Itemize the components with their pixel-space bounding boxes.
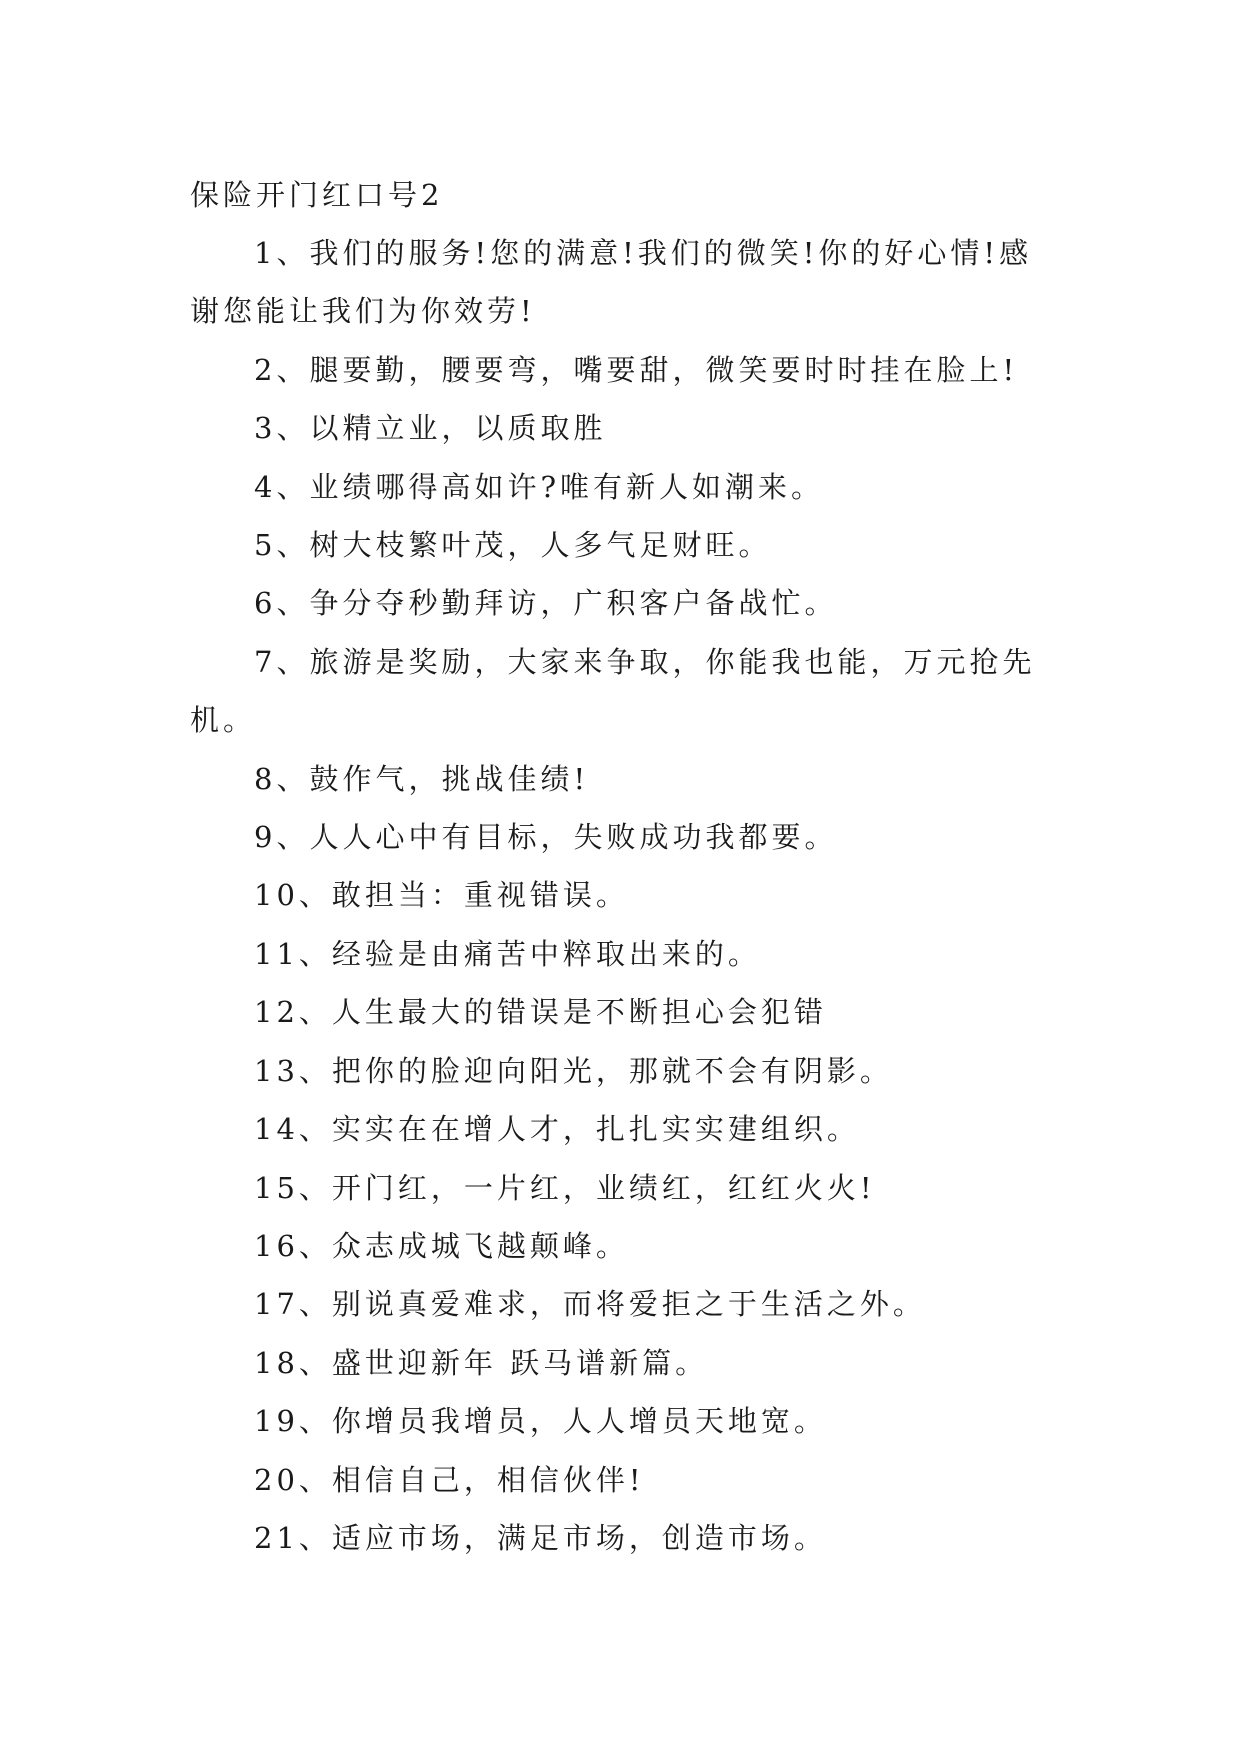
- slogan-item-14: 14、实实在在增人才，扎扎实实建组织。: [254, 1112, 860, 1147]
- slogan-item-6: 6、争分夺秒勤拜访，广积客户备战忙。: [254, 586, 838, 621]
- slogan-item-13: 13、把你的脸迎向阳光，那就不会有阴影。: [254, 1053, 893, 1088]
- slogan-item-2: 2、腿要勤，腰要弯，嘴要甜，微笑要时时挂在脸上!: [254, 352, 1019, 387]
- slogan-item-11: 11、经验是由痛苦中粹取出来的。: [254, 936, 761, 971]
- document-title: 保险开门红口号2: [190, 178, 444, 212]
- slogan-item-15: 15、开门红，一片红，业绩红，红红火火!: [254, 1170, 876, 1205]
- slogan-item-7: 7、旅游是奖励，大家来争取，你能我也能，万元抢先机。: [190, 644, 1036, 738]
- slogan-item-9: 9、人人心中有目标，失败成功我都要。: [254, 820, 838, 855]
- slogan-item-10: 10、敢担当：重视错误。: [254, 878, 629, 913]
- slogan-item-20: 20、相信自己，相信伙伴!: [254, 1462, 645, 1497]
- slogan-item-4: 4、业绩哪得高如许?唯有新人如潮来。: [254, 469, 824, 504]
- slogan-item-12: 12、人生最大的错误是不断担心会犯错: [254, 995, 827, 1030]
- slogan-item-16: 16、众志成城飞越颠峰。: [254, 1228, 629, 1263]
- document-body: [190, 166, 1050, 1567]
- slogan-item-3: 3、以精立业，以质取胜: [254, 411, 607, 446]
- slogan-item-18: 18、盛世迎新年 跃马谱新篇。: [254, 1345, 709, 1380]
- slogan-item-5: 5、树大枝繁叶茂，人多气足财旺。: [254, 528, 772, 563]
- slogan-item-19: 19、你增员我增员，人人增员天地宽。: [254, 1404, 827, 1439]
- slogan-item-21: 21、适应市场，满足市场，创造市场。: [254, 1520, 827, 1555]
- slogan-item-1: 1、我们的服务!您的满意!我们的微笑!你的好心情!感谢您能让我们为你效劳!: [190, 236, 1033, 329]
- slogan-item-17: 17、别说真爱难求，而将爱拒之于生活之外。: [254, 1287, 926, 1322]
- slogan-item-8: 8、鼓作气，挑战佳绩!: [254, 761, 590, 796]
